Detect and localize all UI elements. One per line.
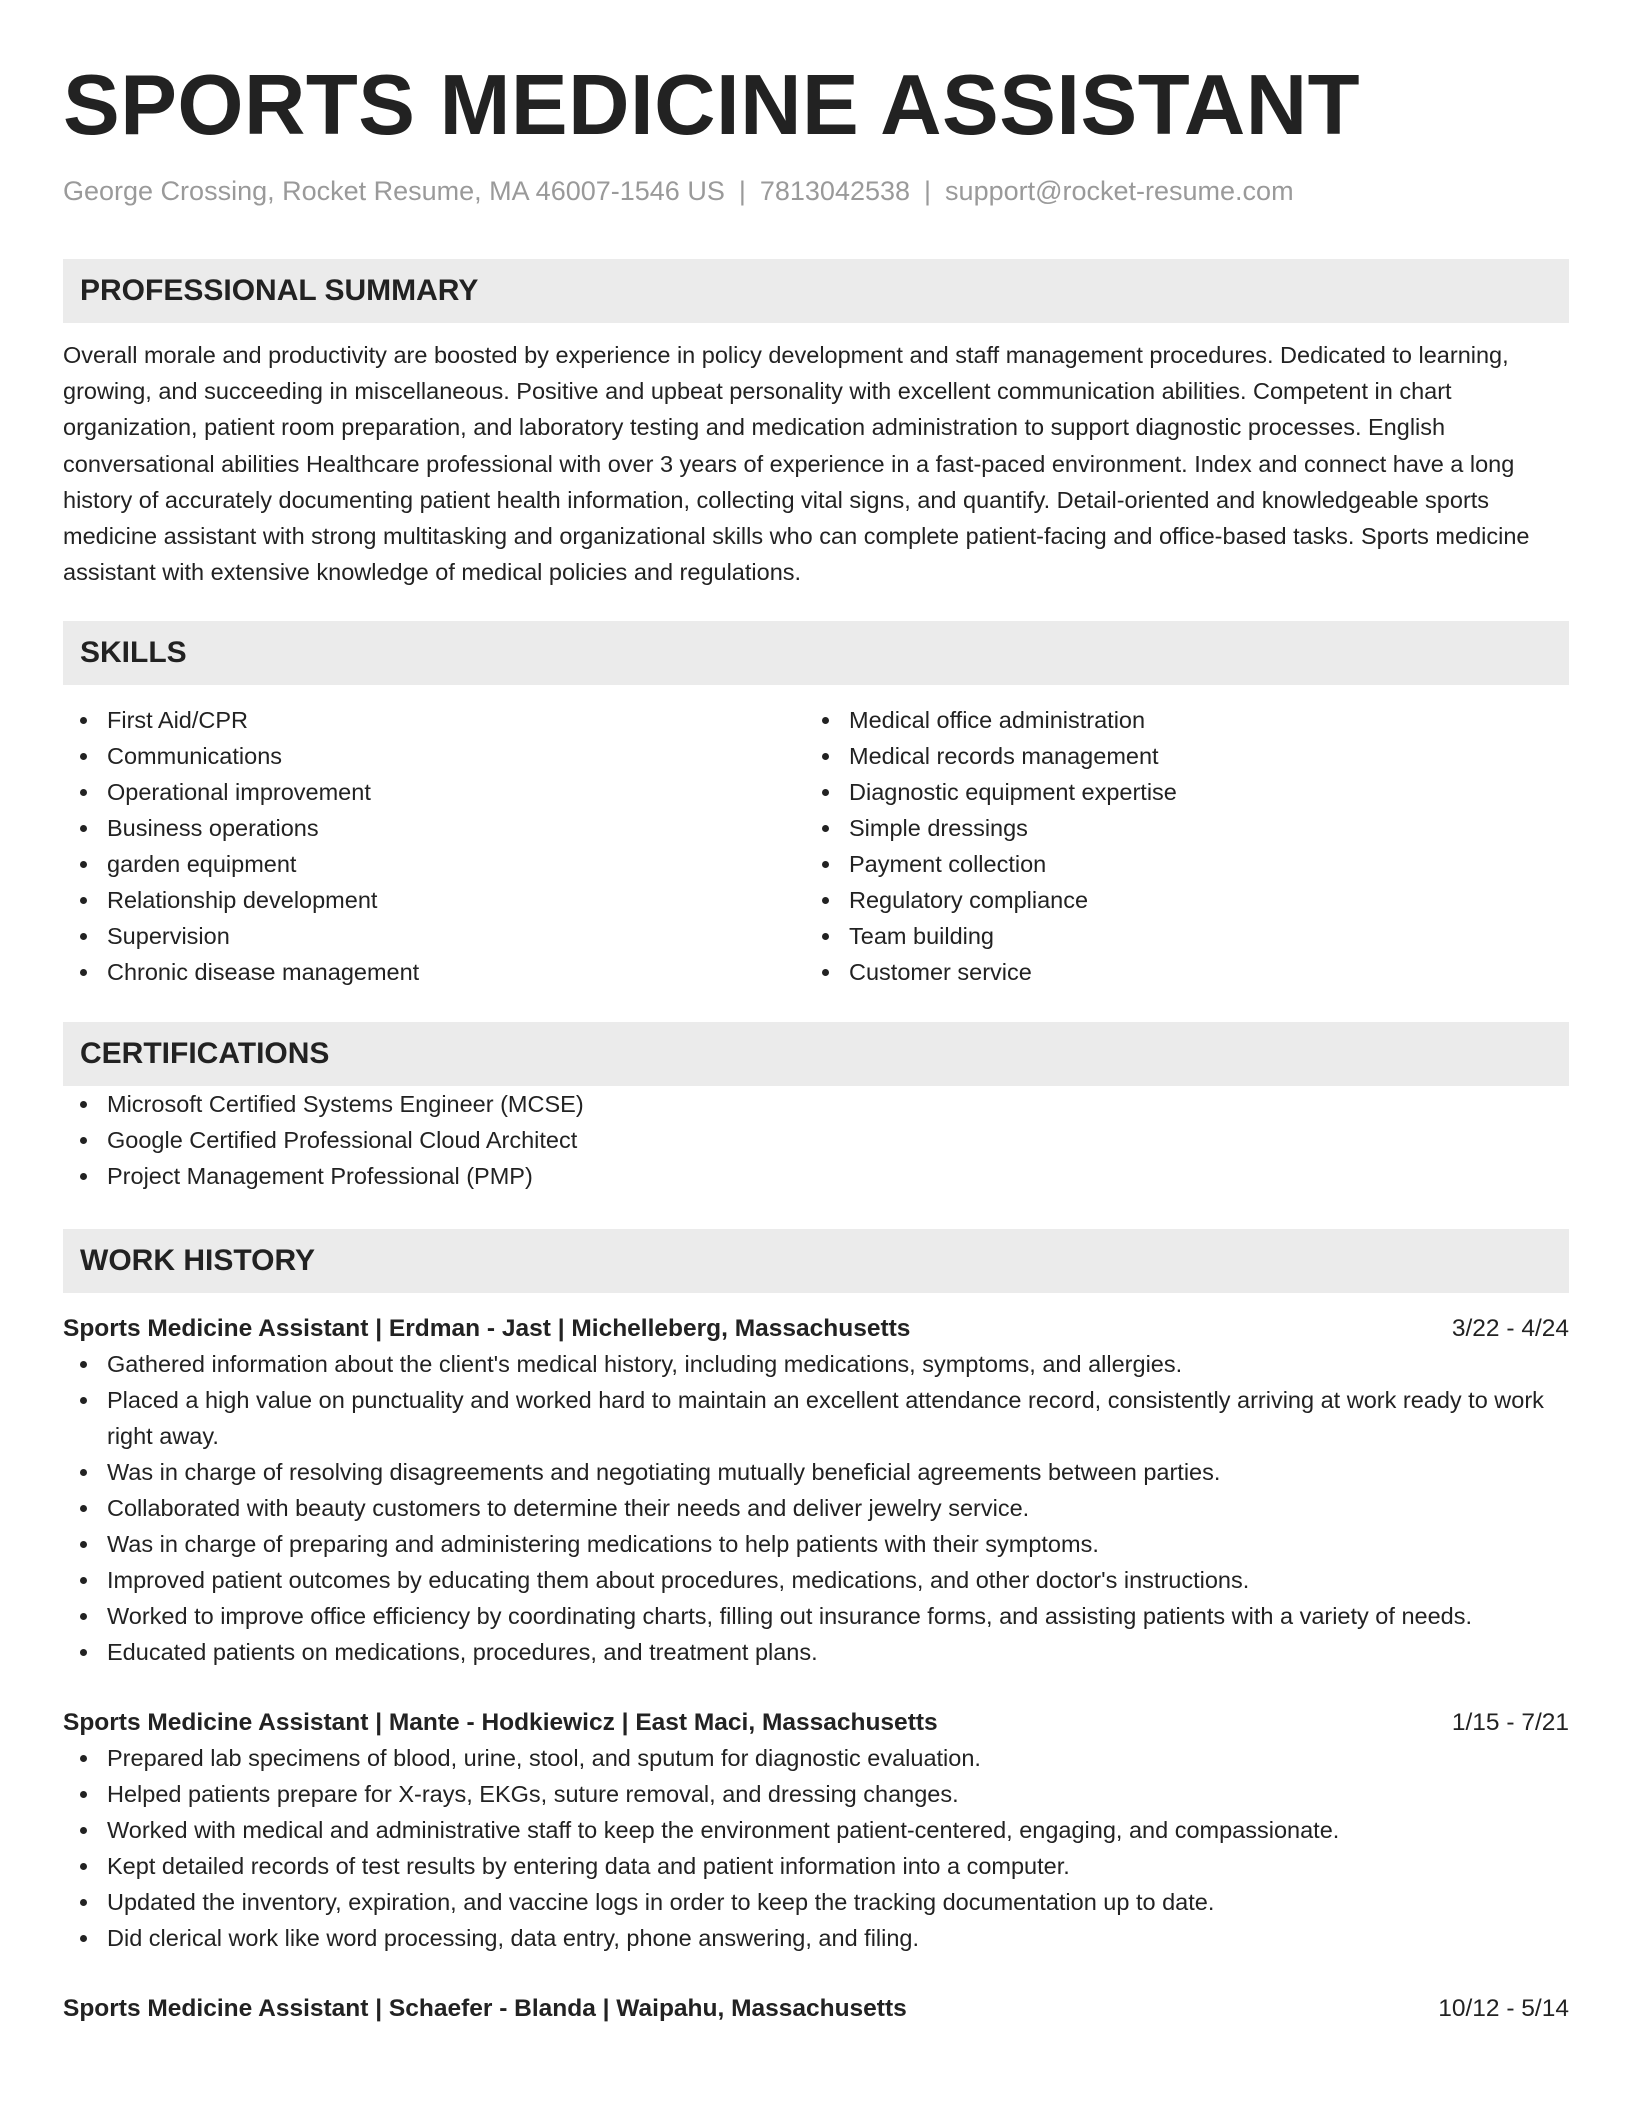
job-heading-row bbox=[63, 1312, 1569, 1346]
skill-item: Team building bbox=[805, 918, 1547, 954]
certifications-list bbox=[63, 1086, 1569, 1194]
job-dates: 10/12 - 5/14 bbox=[1438, 1995, 1569, 2023]
job-entry bbox=[63, 1706, 1569, 1956]
contact-email: support@rocket-resume.com bbox=[945, 176, 1294, 206]
section-header-skills: SKILLS bbox=[63, 621, 1569, 685]
skills-column-right bbox=[805, 702, 1547, 990]
skill-item: Medical records management bbox=[805, 738, 1547, 774]
skill-item: Business operations bbox=[63, 810, 805, 846]
job-heading-row bbox=[63, 1706, 1569, 1740]
certification-item: Google Certified Professional Cloud Architect bbox=[63, 1122, 1569, 1158]
job-bullet: Prepared lab specimens of blood, urine, stool, and sputum for diagnostic evaluation. bbox=[63, 1740, 1569, 1776]
job-entry bbox=[63, 1312, 1569, 1670]
job-bullet: Educated patients on medications, procedures, and treatment plans. bbox=[63, 1634, 1569, 1670]
job-bullet: Placed a high value on punctuality and worked hard to maintain an excellent attendance record, consistently arriving at work ready to work right away. bbox=[63, 1382, 1569, 1454]
job-bullet: Worked to improve office efficiency by coordinating charts, filling out insurance forms, and assisting patients with a variety of needs. bbox=[63, 1598, 1569, 1634]
skills-column-left bbox=[63, 702, 805, 990]
skill-item: Customer service bbox=[805, 954, 1547, 990]
skills-list-left bbox=[63, 702, 805, 990]
job-heading: Sports Medicine Assistant | Schaefer - Blanda | Waipahu, Massachusetts bbox=[63, 1995, 907, 2023]
skill-item: Relationship development bbox=[63, 882, 805, 918]
job-heading-row bbox=[63, 1992, 1569, 2026]
job-bullets bbox=[63, 1346, 1569, 1670]
skill-item: garden equipment bbox=[63, 846, 805, 882]
section-header-summary: PROFESSIONAL SUMMARY bbox=[63, 259, 1569, 323]
skill-item: Diagnostic equipment expertise bbox=[805, 774, 1547, 810]
skill-item: Supervision bbox=[63, 918, 805, 954]
job-heading: Sports Medicine Assistant | Mante - Hodkiewicz | East Maci, Massachusetts bbox=[63, 1709, 938, 1737]
skill-item: Communications bbox=[63, 738, 805, 774]
skills-columns bbox=[63, 702, 1569, 990]
job-bullet: Improved patient outcomes by educating them about procedures, medications, and other doctor's instructions. bbox=[63, 1562, 1569, 1598]
contact-separator: | bbox=[924, 176, 932, 206]
job-bullet: Gathered information about the client's medical history, including medications, symptoms, and allergies. bbox=[63, 1346, 1569, 1382]
section-header-certifications: CERTIFICATIONS bbox=[63, 1022, 1569, 1086]
skill-item: First Aid/CPR bbox=[63, 702, 805, 738]
skill-item: Simple dressings bbox=[805, 810, 1547, 846]
contact-separator: | bbox=[738, 176, 746, 206]
job-bullets bbox=[63, 1740, 1569, 1956]
job-dates: 3/22 - 4/24 bbox=[1451, 1315, 1569, 1343]
job-bullet: Collaborated with beauty customers to determine their needs and deliver jewelry service. bbox=[63, 1490, 1569, 1526]
job-heading: Sports Medicine Assistant | Erdman - Jast | Michelleberg, Massachusetts bbox=[63, 1315, 911, 1343]
contact-address: George Crossing, Rocket Resume, MA 46007-1546 US bbox=[63, 176, 725, 206]
skill-item: Operational improvement bbox=[63, 774, 805, 810]
job-bullet: Helped patients prepare for X-rays, EKGs, suture removal, and dressing changes. bbox=[63, 1776, 1569, 1812]
job-entry bbox=[63, 1992, 1569, 2026]
resume-title: SPORTS MEDICINE ASSISTANT bbox=[63, 58, 1361, 153]
skill-item: Chronic disease management bbox=[63, 954, 805, 990]
section-header-work-history: WORK HISTORY bbox=[63, 1229, 1569, 1293]
job-bullet: Kept detailed records of test results by entering data and patient information into a computer. bbox=[63, 1848, 1569, 1884]
job-dates: 1/15 - 7/21 bbox=[1451, 1709, 1569, 1737]
job-bullet: Updated the inventory, expiration, and vaccine logs in order to keep the tracking documentation up to date. bbox=[63, 1884, 1569, 1920]
skills-list-right bbox=[805, 702, 1547, 990]
certification-item: Project Management Professional (PMP) bbox=[63, 1158, 1569, 1194]
summary-text: Overall morale and productivity are boosted by experience in policy development and staff management procedures. Dedicated to learning, growing, and succeeding in miscellaneous. Positive and upbeat personality with excellent communication abilities. Competent in chart organization, patient room preparation, and laboratory testing and medication administration to support diagnostic processes. English conversational abilities Healthcare professional with over 3 years of experience in a fast-paced environment. Index and connect have a long history of accurately documenting patient health information, collecting vital signs, and quantify. Detail-oriented and knowledgeable sports medicine assistant with strong multitasking and organizational skills who can complete patient-facing and office-based tasks. Sports medicine assistant with extensive knowledge of medical policies and regulations. bbox=[63, 342, 1530, 586]
job-bullet: Worked with medical and administrative staff to keep the environment patient-centered, engaging, and compassionate. bbox=[63, 1812, 1569, 1848]
skill-item: Payment collection bbox=[805, 846, 1547, 882]
job-bullet: Was in charge of resolving disagreements and negotiating mutually beneficial agreements between parties. bbox=[63, 1454, 1569, 1490]
certification-item: Microsoft Certified Systems Engineer (MCSE) bbox=[63, 1086, 1569, 1122]
skill-item: Regulatory compliance bbox=[805, 882, 1547, 918]
skill-item: Medical office administration bbox=[805, 702, 1547, 738]
contact-line bbox=[63, 174, 1569, 208]
job-bullet: Was in charge of preparing and administering medications to help patients with their symptoms. bbox=[63, 1526, 1569, 1562]
job-bullet: Did clerical work like word processing, data entry, phone answering, and filing. bbox=[63, 1920, 1569, 1956]
contact-phone: 7813042538 bbox=[759, 176, 911, 206]
